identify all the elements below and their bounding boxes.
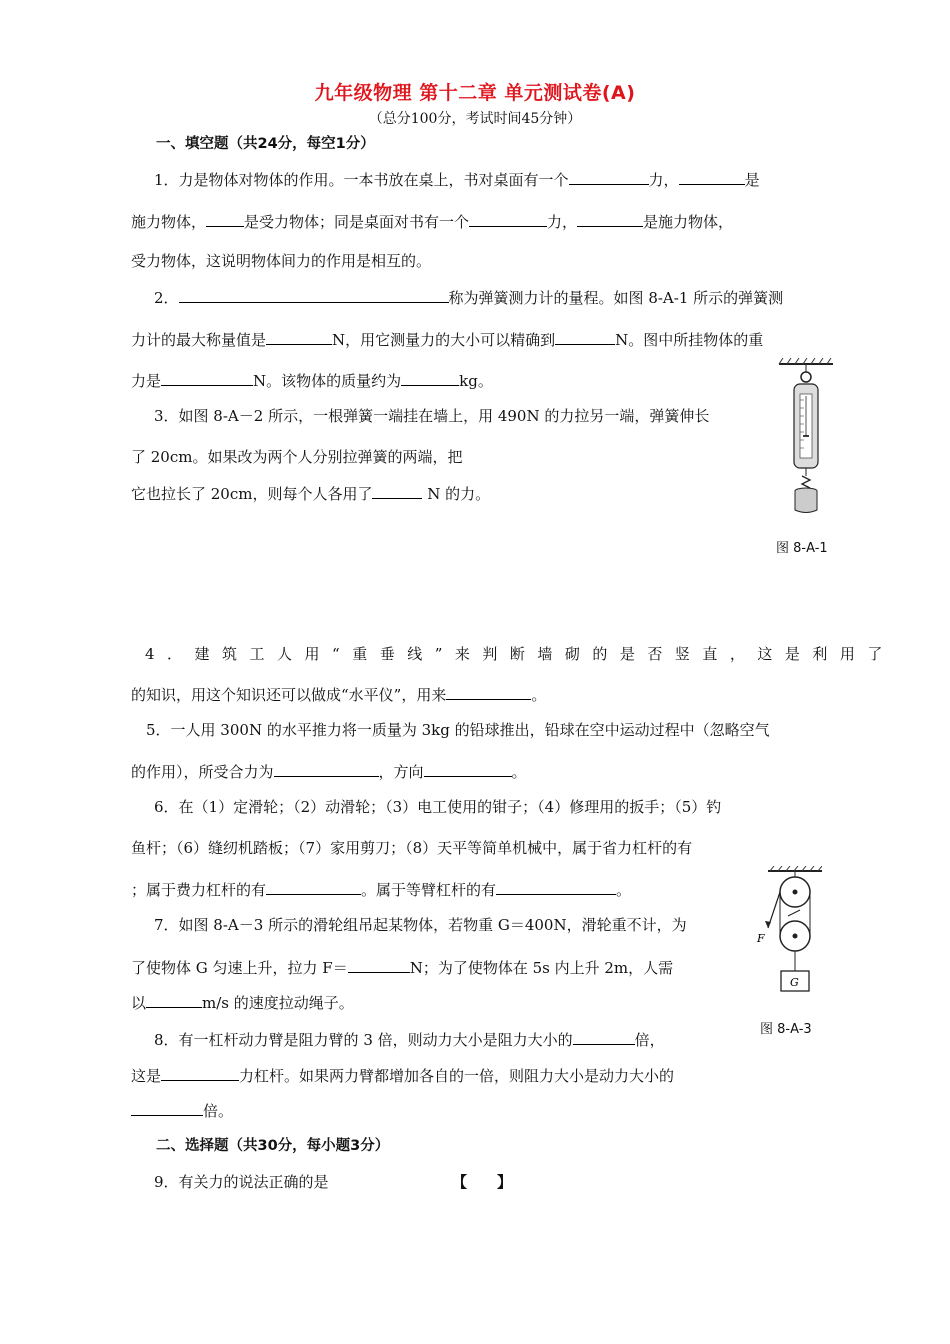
q3-text: N 的力。 <box>422 485 491 503</box>
answer-blank[interactable] <box>266 879 361 895</box>
answer-blank[interactable] <box>424 761 512 777</box>
q7-text: N；为了使物体在 5s 内上升 2m，人需 <box>409 959 674 977</box>
q5-text: 。 <box>511 763 527 781</box>
answer-blank[interactable] <box>146 992 202 1008</box>
q7-line1: 7．如图 8-A－3 所示的滑轮组吊起某物体，若物重 G＝400N，滑轮重不计，为 <box>154 916 687 934</box>
q1-text: 力， <box>648 171 679 189</box>
page-title: 九年级物理 第十二章 单元测试卷(A) <box>314 82 636 104</box>
q8-text: 倍。 <box>203 1102 234 1120</box>
answer-blank[interactable] <box>131 1100 203 1116</box>
q6-line1: 6．在（1）定滑轮；（2）动滑轮；（3）电工使用的钳子；（4）修理用的扳手；（5）钓 <box>154 798 722 816</box>
q8-line1 <box>154 1029 665 1050</box>
spring-scale-figure <box>775 358 837 518</box>
q1-line1 <box>154 169 760 190</box>
q7-line3 <box>131 992 354 1013</box>
q2-line2 <box>131 329 763 350</box>
section-choice: 二、选择题（共30分，每小题3分） <box>156 1138 390 1154</box>
answer-blank[interactable] <box>206 211 244 227</box>
q3-line3 <box>131 483 490 504</box>
q6-line2: 鱼杆；（6）缝纫机踏板；（7）家用剪刀；（8）天平等简单机械中，属于省力杠杆的有 <box>131 839 693 857</box>
pulley-figure <box>752 866 822 996</box>
q1-text: 1．力是物体对物体的作用。一本书放在桌上，书对桌面有一个 <box>154 171 569 189</box>
q3-line2: 了 20cm。如果改为两个人分别拉弹簧的两端，把 <box>131 448 463 466</box>
q6-text: 。属于等臂杠杆的有 <box>361 881 497 899</box>
q2-text: 2． <box>154 289 179 307</box>
q8-text: 这是 <box>131 1067 162 1085</box>
answer-blank[interactable] <box>179 287 449 303</box>
q3-line1: 3．如图 8-A－2 所示，一根弹簧一端挂在墙上，用 490N 的力拉另一端，弹簧伸长 <box>154 407 710 425</box>
q2-text: 力计的最大称量值是 <box>131 331 267 349</box>
q5-text: 的作用），所受合力为 <box>131 763 274 781</box>
answer-blank[interactable] <box>372 483 422 499</box>
q1-text: 力， <box>547 213 578 231</box>
q1-text: 施力物体， <box>131 213 207 231</box>
q6-text: ；属于费力杠杆的有 <box>131 881 267 899</box>
answer-bracket[interactable]: 【 】 <box>452 1173 513 1191</box>
answer-blank[interactable] <box>573 1029 635 1045</box>
answer-blank[interactable] <box>266 329 332 345</box>
section-fill-blank: 一、填空题（共24分，每空1分） <box>156 136 375 152</box>
weight-label: G <box>790 976 799 989</box>
q5-line1: 5．一人用 300N 的水平推力将一质量为 3kg 的铅球推出，铅球在空中运动过程中（忽略空气 <box>146 721 770 739</box>
q7-text: 以 <box>131 994 147 1012</box>
answer-blank[interactable] <box>469 211 547 227</box>
answer-blank[interactable] <box>569 169 649 185</box>
q1-text: 是 <box>744 171 760 189</box>
figure-caption: 图 8-A-3 <box>760 1022 812 1037</box>
q2-text: N。图中所挂物体的重 <box>615 331 764 349</box>
q2-text: 力是 <box>131 372 162 390</box>
q8-text: 8．有一杠杆动力臂是阻力臂的 3 倍，则动力大小是阻力大小的 <box>154 1031 573 1049</box>
q7-text: 了使物体 G 匀速上升，拉力 F＝ <box>131 959 348 977</box>
q4-text: 。 <box>531 686 547 704</box>
q5-line2 <box>131 761 527 782</box>
answer-blank[interactable] <box>161 370 253 386</box>
answer-blank[interactable] <box>161 1065 239 1081</box>
q2-text: 称为弹簧测力计的量程。如图 8-A-1 所示的弹簧测 <box>448 289 784 307</box>
q8-text: 倍， <box>634 1031 665 1049</box>
q1-line2 <box>131 211 733 232</box>
q8-line3 <box>131 1100 233 1121</box>
q2-text: kg。 <box>459 372 493 390</box>
q2-line1 <box>154 287 783 308</box>
q2-text: N。该物体的质量约为 <box>253 372 402 390</box>
q1-text: 是施力物体， <box>643 213 734 231</box>
q2-line3 <box>131 370 493 391</box>
q1-text: 是受力物体；同是桌面对书有一个 <box>244 213 470 231</box>
q6-text: 。 <box>616 881 632 899</box>
q4-text: 的知识，用这个知识还可以做成“水平仪”，用来 <box>131 686 447 704</box>
figure-caption: 图 8-A-1 <box>776 541 828 556</box>
answer-blank[interactable] <box>577 211 643 227</box>
q8-line2 <box>131 1065 674 1086</box>
q7-line2 <box>131 957 673 978</box>
q3-text: 它也拉长了 20cm，则每个人各用了 <box>131 485 373 503</box>
q2-text: N，用它测量力的大小可以精确到 <box>332 331 556 349</box>
q9-text: 9．有关力的说法正确的是 <box>154 1173 329 1191</box>
answer-blank[interactable] <box>348 957 410 973</box>
answer-blank[interactable] <box>446 684 531 700</box>
page-subtitle: （总分100分，考试时间45分钟） <box>368 111 582 127</box>
q6-line3 <box>131 879 631 900</box>
q7-text: m/s 的速度拉动绳子。 <box>202 994 354 1012</box>
answer-blank[interactable] <box>401 370 459 386</box>
force-label: F <box>757 932 765 945</box>
answer-blank[interactable] <box>274 761 379 777</box>
answer-blank[interactable] <box>555 329 615 345</box>
q5-text: ，方向 <box>378 763 424 781</box>
q1-line3: 受力物体，这说明物体间力的作用是相互的。 <box>131 252 432 270</box>
q4-line2 <box>131 684 546 705</box>
answer-blank[interactable] <box>679 169 745 185</box>
answer-blank[interactable] <box>496 879 616 895</box>
q8-text: 力杠杆。如果两力臂都增加各自的一倍，则阻力大小是动力大小的 <box>239 1067 675 1085</box>
q4-line1: 4．建筑工人用“重垂线”来判断墙砌的是否竖直，这是利用了 <box>145 645 895 663</box>
